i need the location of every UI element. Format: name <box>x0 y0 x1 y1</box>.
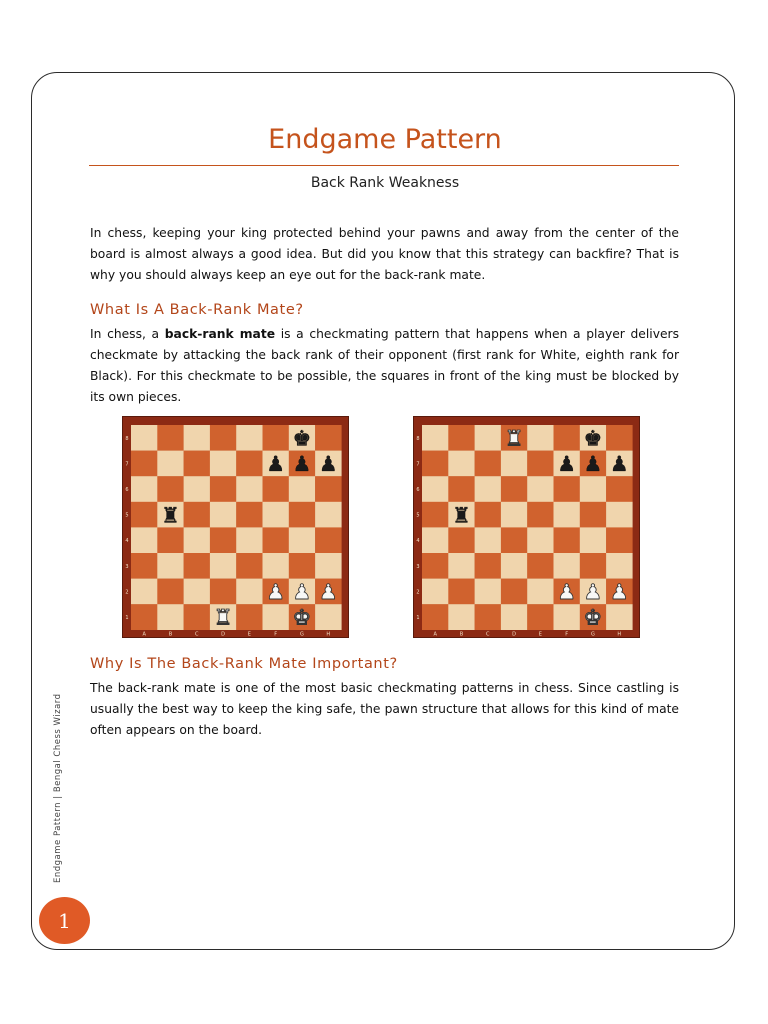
board-square-a2 <box>131 579 158 605</box>
board-square-c3 <box>475 553 502 579</box>
board-square-d2 <box>501 579 528 605</box>
page-number-badge <box>39 897 90 944</box>
board-square-b6 <box>448 476 475 502</box>
chess-diagram-after <box>413 416 640 638</box>
board-square-b4 <box>448 527 475 553</box>
board-square-h3 <box>315 553 342 579</box>
rank-label: 2 <box>416 589 420 596</box>
board-square-d4 <box>210 527 237 553</box>
file-label: G <box>591 631 595 638</box>
board-square-e3 <box>527 553 554 579</box>
rank-label: 6 <box>416 487 420 493</box>
board-square-b4 <box>157 527 184 553</box>
board-square-f3 <box>263 553 290 579</box>
board-square-c2 <box>475 579 502 605</box>
chess-diagram-before <box>122 416 349 638</box>
board-square-a7 <box>422 451 449 477</box>
file-label: F <box>565 631 569 638</box>
board-square-a5 <box>131 502 158 528</box>
file-label: A <box>433 631 437 638</box>
black-king-icon: ♚ <box>583 426 603 451</box>
intro-paragraph: In chess, keeping your king protected behind your pawns and away from the center of the board is almost always a good idea. But did you know that this strategy can backfire? That is why you should always keep an eye out for the back-rank mate. <box>90 226 679 282</box>
board-square-d7 <box>210 451 237 477</box>
board-square-g3 <box>580 553 607 579</box>
board-square-d8 <box>210 425 237 451</box>
board-square-e3 <box>236 553 263 579</box>
board-square-b6 <box>157 476 184 502</box>
board-square-b3 <box>157 553 184 579</box>
board-square-e6 <box>236 476 263 502</box>
board-square-g4 <box>580 527 607 553</box>
file-label: A <box>142 631 146 638</box>
page-title: Endgame Pattern <box>268 124 502 155</box>
board-square-g3 <box>289 553 316 579</box>
board-square-a4 <box>131 527 158 553</box>
black-pawn-icon: ♟ <box>557 452 577 477</box>
board-square-b7 <box>448 451 475 477</box>
board-square-e4 <box>236 527 263 553</box>
board-square-f4 <box>554 527 581 553</box>
board-square-e8 <box>236 425 263 451</box>
board-square-b1 <box>448 604 475 630</box>
board-square-e1 <box>236 604 263 630</box>
board-square-a1 <box>131 604 158 630</box>
board-square-h8 <box>606 425 633 451</box>
white-king-icon: ♚ <box>292 605 312 630</box>
board-square-e5 <box>236 502 263 528</box>
rank-label: 8 <box>416 435 420 442</box>
board-square-b3 <box>448 553 475 579</box>
section-heading-why: Why Is The Back-Rank Mate Important? <box>90 656 398 672</box>
rank-label: 8 <box>125 435 129 442</box>
board-square-f5 <box>263 502 290 528</box>
rank-label: 4 <box>416 538 420 545</box>
board-square-e5 <box>527 502 554 528</box>
black-pawn-icon: ♟ <box>292 452 312 477</box>
board-square-d3 <box>501 553 528 579</box>
section-paragraph-why: The back-rank mate is one of the most basic checkmating patterns in chess. Since castling is usually the best way to keep the king safe, the pawn structure that allows for this kind of mate often appears on the board. <box>90 681 679 737</box>
board-square-c7 <box>475 451 502 477</box>
white-pawn-icon: ♟ <box>609 580 629 605</box>
board-square-e7 <box>236 451 263 477</box>
board-square-f1 <box>263 604 290 630</box>
board-square-g4 <box>289 527 316 553</box>
board-square-e1 <box>527 604 554 630</box>
board-square-c5 <box>475 502 502 528</box>
board-square-f8 <box>263 425 290 451</box>
board-square-h1 <box>606 604 633 630</box>
board-square-c1 <box>184 604 211 630</box>
board-square-a8 <box>131 425 158 451</box>
board-square-c3 <box>184 553 211 579</box>
board-square-b8 <box>157 425 184 451</box>
white-rook-icon: ♜ <box>504 426 524 451</box>
board-square-h3 <box>606 553 633 579</box>
board-square-b8 <box>448 425 475 451</box>
file-label: E <box>247 631 251 638</box>
paragraph-text: is a checkmating pattern that happens when a player delivers checkmate by attacking the back rank of their opponent (first rank for White, eighth rank for Black). For this checkmate to be possible, the squares in front of the king must be blocked by its own pieces. <box>90 327 679 404</box>
section-heading-what: What Is A Back-Rank Mate? <box>90 302 304 318</box>
rank-label: 7 <box>125 461 129 468</box>
rank-label: 4 <box>125 538 129 545</box>
board-square-g5 <box>580 502 607 528</box>
rank-label: 5 <box>416 512 420 519</box>
board-square-e2 <box>236 579 263 605</box>
black-pawn-icon: ♟ <box>583 452 603 477</box>
board-square-f3 <box>554 553 581 579</box>
page-subtitle: Back Rank Weakness <box>310 175 460 191</box>
board-square-d4 <box>501 527 528 553</box>
board-square-e7 <box>527 451 554 477</box>
black-pawn-icon: ♟ <box>318 452 338 477</box>
board-square-a7 <box>131 451 158 477</box>
board-square-f4 <box>263 527 290 553</box>
rank-label: 7 <box>416 461 420 468</box>
board-square-h8 <box>315 425 342 451</box>
board-square-a4 <box>422 527 449 553</box>
board-square-d3 <box>210 553 237 579</box>
board-square-c8 <box>184 425 211 451</box>
board-square-b7 <box>157 451 184 477</box>
board-square-c4 <box>475 527 502 553</box>
board-square-g6 <box>580 476 607 502</box>
white-pawn-icon: ♟ <box>318 580 338 605</box>
file-label: H <box>326 631 331 638</box>
board-square-g5 <box>289 502 316 528</box>
white-king-icon: ♚ <box>583 605 603 630</box>
board-square-h4 <box>606 527 633 553</box>
rank-label: 6 <box>125 487 129 493</box>
black-pawn-icon: ♟ <box>609 452 629 477</box>
rank-label: 1 <box>416 615 420 621</box>
white-pawn-icon: ♟ <box>557 580 577 605</box>
white-pawn-icon: ♟ <box>292 580 312 605</box>
board-square-d2 <box>210 579 237 605</box>
board-square-a6 <box>131 476 158 502</box>
black-rook-icon: ♜ <box>452 503 471 528</box>
board-square-f8 <box>554 425 581 451</box>
board-square-a6 <box>422 476 449 502</box>
board-square-a5 <box>422 502 449 528</box>
board-square-h6 <box>606 476 633 502</box>
sidebar-footer-text: Endgame Pattern | Bengal Chess Wizard <box>53 693 63 883</box>
board-square-c1 <box>475 604 502 630</box>
black-rook-icon: ♜ <box>161 503 180 528</box>
board-square-f6 <box>263 476 290 502</box>
board-square-f5 <box>554 502 581 528</box>
white-pawn-icon: ♟ <box>266 580 286 605</box>
board-square-b2 <box>157 579 184 605</box>
board-square-d6 <box>210 476 237 502</box>
section-paragraph-what <box>90 324 679 408</box>
board-square-c6 <box>184 476 211 502</box>
board-square-a2 <box>422 579 449 605</box>
page-number: 1 <box>58 908 71 933</box>
board-square-f6 <box>554 476 581 502</box>
board-square-d5 <box>501 502 528 528</box>
black-king-icon: ♚ <box>292 426 312 451</box>
white-pawn-icon: ♟ <box>583 580 603 605</box>
rank-label: 3 <box>125 563 129 570</box>
board-square-c6 <box>475 476 502 502</box>
board-square-c4 <box>184 527 211 553</box>
board-square-h1 <box>315 604 342 630</box>
chessboard-svg <box>123 417 350 639</box>
paragraph-text: In chess, a <box>90 327 165 341</box>
board-square-h6 <box>315 476 342 502</box>
board-square-a3 <box>422 553 449 579</box>
rank-label: 3 <box>416 563 420 570</box>
file-label: D <box>512 631 516 638</box>
board-square-d7 <box>501 451 528 477</box>
file-label: E <box>538 631 542 638</box>
file-label: H <box>617 631 622 638</box>
chessboard-svg <box>414 417 641 639</box>
rank-label: 5 <box>125 512 129 519</box>
board-square-h5 <box>315 502 342 528</box>
bold-term-back-rank-mate: back-rank mate <box>164 327 276 341</box>
rank-label: 1 <box>125 615 129 621</box>
board-square-b1 <box>157 604 184 630</box>
rank-label: 2 <box>125 589 129 596</box>
board-square-c8 <box>475 425 502 451</box>
board-square-d1 <box>501 604 528 630</box>
board-square-a1 <box>422 604 449 630</box>
board-square-e8 <box>527 425 554 451</box>
file-label: C <box>486 631 490 638</box>
board-square-h4 <box>315 527 342 553</box>
black-pawn-icon: ♟ <box>266 452 286 477</box>
board-square-c5 <box>184 502 211 528</box>
board-square-e4 <box>527 527 554 553</box>
board-square-g6 <box>289 476 316 502</box>
file-label: G <box>300 631 304 638</box>
board-square-c7 <box>184 451 211 477</box>
title-divider <box>89 165 679 166</box>
file-label: D <box>221 631 225 638</box>
board-square-f1 <box>554 604 581 630</box>
board-square-e2 <box>527 579 554 605</box>
board-square-h5 <box>606 502 633 528</box>
board-square-e6 <box>527 476 554 502</box>
board-square-c2 <box>184 579 211 605</box>
file-label: B <box>459 631 464 638</box>
board-square-a3 <box>131 553 158 579</box>
file-label: B <box>168 631 173 638</box>
file-label: F <box>274 631 278 638</box>
white-rook-icon: ♜ <box>213 605 233 630</box>
board-square-d5 <box>210 502 237 528</box>
board-square-a8 <box>422 425 449 451</box>
file-label: C <box>195 631 199 638</box>
board-square-b2 <box>448 579 475 605</box>
board-square-d6 <box>501 476 528 502</box>
